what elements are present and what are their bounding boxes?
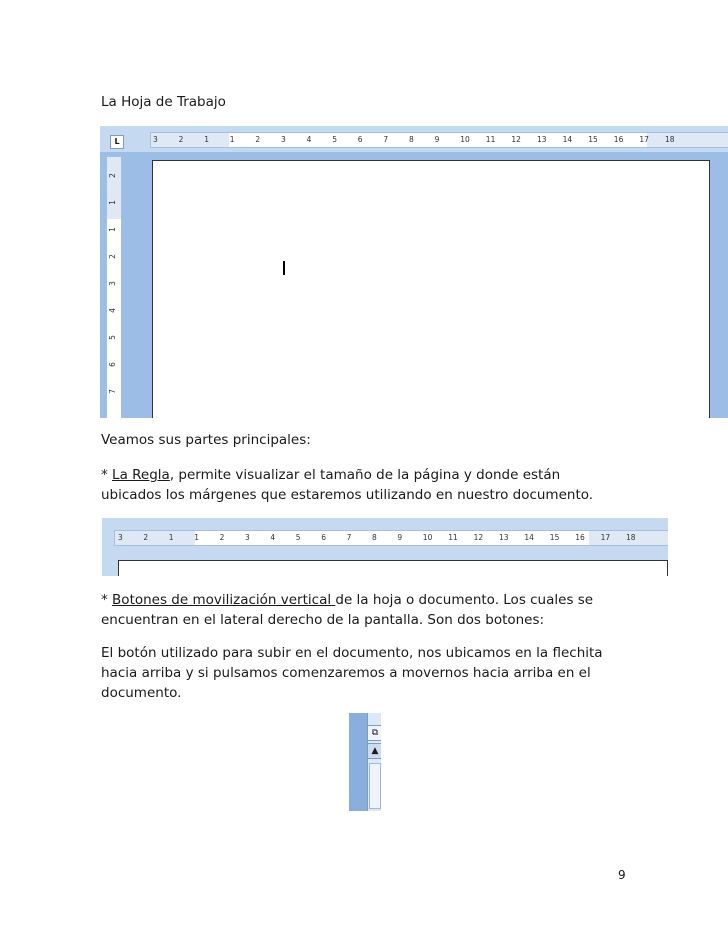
ruler-number: 12 [473,533,484,542]
vruler-number: 1 [107,200,117,205]
subir-line2: hacia arriba y si pulsamos comenzaremos a movernos hacia arriba en el [101,665,591,681]
ruler-number: 16 [613,135,624,144]
intro-text: Veamos sus partes principales: [101,432,311,448]
ruler-number: 1 [168,533,174,542]
subir-line3: documento. [101,685,182,701]
ruler-number: 2 [255,135,261,144]
botones-text: de la hoja o documento. Los cuales se [335,592,594,608]
vruler-number: 7 [107,389,117,394]
ruler-number: 2 [143,533,149,542]
bullet: * [101,592,113,608]
vruler-number: 4 [107,308,117,313]
ruler-number: 11 [448,533,458,542]
ruler-number: 17 [639,135,649,144]
ruler-number: 18 [626,533,636,542]
botones-line1 [101,590,593,610]
ruler-number: 9 [434,135,440,144]
ruler-number: 6 [321,533,326,542]
ruler-number: 1 [204,135,209,144]
left-margin-area [151,133,229,147]
ruler-number: 3 [118,533,123,542]
ruler-number: 3 [153,135,158,144]
regla-link: La Regla [112,467,170,483]
tab-selector-icon[interactable]: L [110,135,124,149]
right-margin-area [647,133,728,147]
regla-line1 [101,465,560,485]
text-cursor [283,261,285,275]
ruler-number: 9 [397,533,403,542]
ruler-number: 7 [383,135,389,144]
ruler-number: 7 [346,533,352,542]
ruler-number: 6 [357,135,363,144]
ruler-number: 17 [600,533,611,542]
ruler-number: 5 [295,533,301,542]
ruler-number: 8 [372,533,377,542]
document-page[interactable] [152,160,710,418]
ruler-number: 3 [245,533,250,542]
word-worksheet-screenshot [100,126,728,418]
ruler-number: 2 [219,533,225,542]
vruler-number: 2 [107,173,117,178]
ruler-number: 3 [281,135,286,144]
ruler-number: 12 [511,135,521,144]
horizontal-ruler[interactable] [150,132,728,148]
vertical-ruler[interactable] [106,156,122,418]
page-number: 9 [618,868,626,882]
vruler-number: 5 [107,335,117,340]
scrollbar-screenshot [349,713,381,811]
vruler-number: 2 [107,254,117,259]
ruler-number: 10 [422,533,433,542]
scroll-up-icon[interactable]: ▲ [367,743,381,759]
page-heading: La Hoja de Trabajo [101,94,226,110]
botones-link: Botones de movilización vertical [112,592,336,608]
browse-object-icon[interactable]: ⧉ [367,725,381,741]
subir-line1: El botón utilizado para subir en el documento, nos ubicamos en la flechita [101,645,603,661]
ruler[interactable] [114,530,668,546]
ruler-number: 8 [409,135,414,144]
ruler-number: 14 [562,135,573,144]
ruler-number: 4 [306,135,312,144]
vruler-number: 1 [107,227,117,232]
ruler-number: 15 [588,135,598,144]
bullet: * [101,467,113,483]
ruler-number: 18 [665,135,675,144]
botones-line2: encuentran en el lateral derecho de la pantalla. Son dos botones: [101,612,545,628]
regla-line2: ubicados los márgenes que estaremos utilizando en nuestro documento. [101,487,594,503]
ruler-screenshot [102,518,668,576]
ruler-number: 5 [332,135,337,144]
ruler-number: 13 [537,135,547,144]
regla-text: , permite visualizar el tamaño de la página y donde están [169,467,561,483]
vruler-number: 3 [107,281,117,286]
ruler-number: 11 [485,135,496,144]
ruler-number: 10 [460,135,470,144]
scroll-thumb[interactable] [369,763,381,809]
ruler-number: 1 [194,533,199,542]
document-page-edge [118,560,668,576]
ruler-number: 13 [499,533,509,542]
ruler-number: 2 [178,135,184,144]
ruler-number: 16 [575,533,585,542]
ruler-number: 4 [270,533,276,542]
vruler-number: 6 [107,362,117,367]
left-margin-area [115,531,195,545]
ruler-number: 1 [229,135,235,144]
ruler-number: 15 [549,533,560,542]
ruler-number: 14 [524,533,534,542]
top-margin-area [107,157,121,219]
